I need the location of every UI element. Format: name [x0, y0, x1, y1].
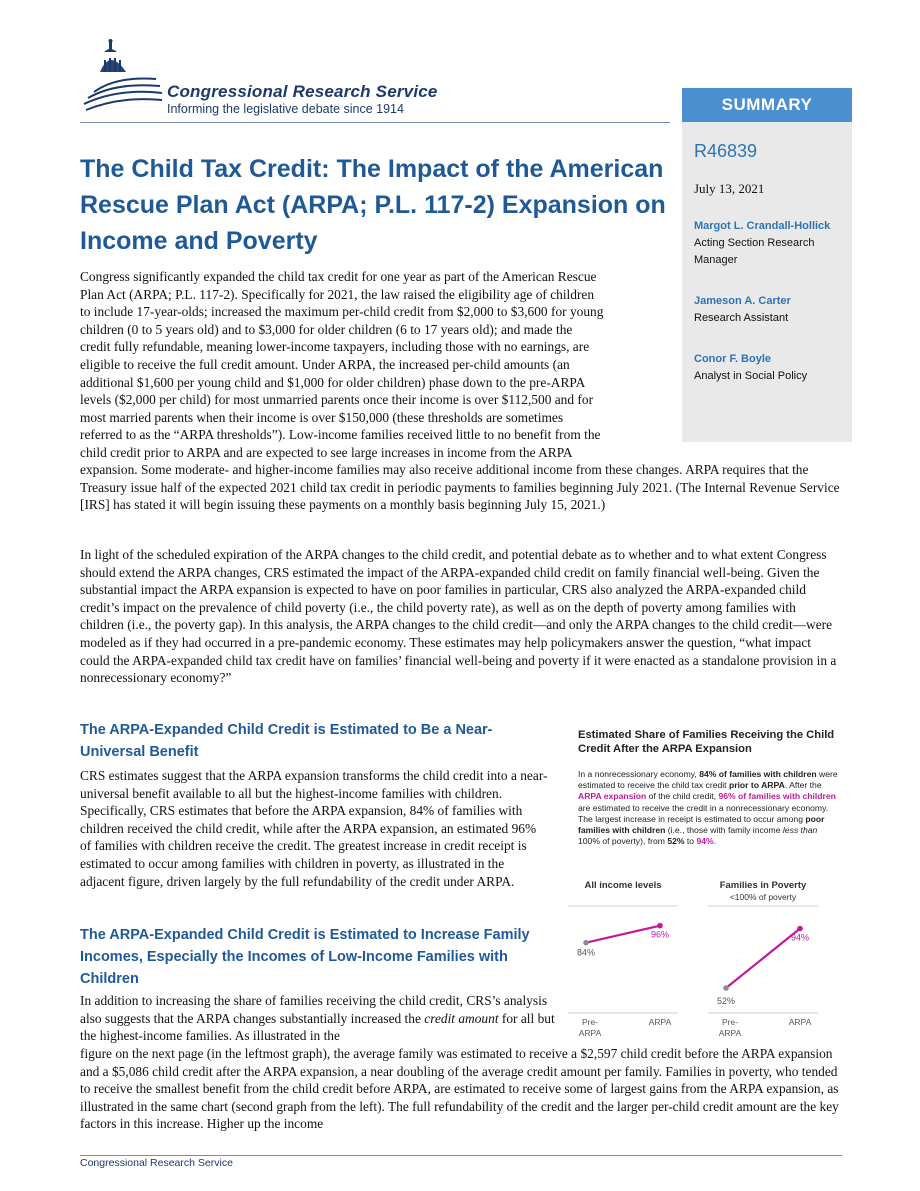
desc-run: . After the: [784, 780, 822, 791]
summary-paragraph-1: [80, 268, 680, 462]
desc-bold: 84% of families with children: [699, 769, 817, 779]
author-name: Conor F. Boyle: [694, 353, 772, 365]
text-line: levels ($2,000 per child) for most unmarried parents once their income is over $112,500 and for: [80, 392, 594, 408]
text-line: to include 17-year-olds; increased the maximum per-child credit from $2,000 to $3,600 for young: [80, 304, 604, 320]
text-run: In addition to increasing the share of families receiving the child credit, CRS’s analysis also suggests that the ARPA changes substantially increased the: [80, 993, 548, 1026]
section-heading-2: The ARPA-Expanded Child Credit is Estimated to Increase Family Incomes, Especially the Incomes of Low-Income Families with Children: [80, 927, 530, 987]
desc-run: of the child credit,: [646, 791, 719, 802]
data-point-pre-arpa: [583, 940, 589, 946]
summary-label: SUMMARY: [682, 88, 852, 122]
data-label-arpa: 94%: [790, 932, 810, 943]
desc-italic: less than: [782, 825, 818, 836]
author-name: Jameson A. Carter: [694, 295, 791, 307]
report-number: R46839: [694, 141, 758, 161]
x-tick-label-arpa: ARPA: [648, 1017, 672, 1027]
text-line: eligible to receive the full credit amount. Under ARPA, the increased per-child amounts (an: [80, 356, 570, 372]
org-tagline: Informing the legislative debate since 1914: [167, 102, 404, 116]
data-label-arpa: 96%: [650, 929, 670, 940]
author-title: Analyst in Social Policy: [694, 370, 808, 382]
desc-bold: 52%: [667, 836, 685, 847]
sidebar: [682, 122, 852, 442]
summary-paragraph-1-cont: expansion. Some moderate- and higher-income families may also receive additional income from these changes. ARPA requires that the Treasury issue half of the expected 2021 child tax credit in periodic payments to families beginning July 2021. (The Internal Revenue Service [IRS] has stated it will begin issuing these payments on a monthly basis beginning July 15, 2021.): [80, 462, 840, 513]
figure-title: Estimated Share of Families Receiving the Child Credit After the ARPA Expansion: [578, 729, 835, 755]
header-divider: [80, 122, 670, 123]
author-1: [694, 218, 844, 269]
x-tick-label-pre: Pre-: [581, 1017, 599, 1027]
section-2-paragraph-cont: figure on the next page (in the leftmost graph), the average family was estimated to receive a $2,597 child credit before the ARPA expansion and a $5,086 child credit after the ARPA expansion, a near doubling of the average credit amount per family. Families in poverty, who tended to receive the smallest benefit from the child credit before ARPA, are estimated to receive some of largest gains from the ARPA expansion, as illustrated in the same chart (second graph from the left). The full refundability of the credit and the larger per-child credit amount are the key factors in this increase. Higher up the income: [80, 1046, 839, 1132]
summary-paragraph-2: In light of the scheduled expiration of the ARPA changes to the child credit, and potential debate as to whether and to what extent Congress should extend the ARPA changes, CRS estimated the impact of the ARPA-expanded child credit on family financial well-being. Given the substantial impact the ARPA expansion is expected to have on poor families in particular, CRS also analyzed the ARPA-expanded child credit’s impact on the prevalence of child poverty (i.e., the child poverty rate), as well as on the depth of poverty among families with children (i.e., the poverty gap). In this analysis, the ARPA changes to the child credit—and only the ARPA changes to the child credit—were modeled as if they had occurred in a pre-pandemic economy. These estimates may help policymakers answer the question, “what impact could the ARPA-expanded child tax credit have on families’ financial well-being and poverty if it were enacted as a standalone provision in a nonrecessionary economy?”: [80, 547, 837, 686]
section-2-paragraph: [80, 992, 570, 1045]
panel-subtitle: <100% of poverty: [729, 892, 797, 902]
panel-title: All income levels: [584, 880, 662, 891]
text-run: for all but the highest-income families. As illustrated in the: [80, 1010, 555, 1044]
italic-term: credit amount: [424, 1010, 499, 1026]
data-point-arpa: [657, 923, 663, 929]
x-tick-label-pre-cont: ARPA: [578, 1028, 602, 1038]
x-tick-label-pre-cont: ARPA: [718, 1028, 742, 1038]
data-point-arpa: [797, 926, 803, 932]
desc-bold: poor families with children: [578, 813, 825, 836]
footer-divider: [80, 1155, 842, 1156]
text-line: children (0 to 5 years old) and to $3,000 for older children (6 to 17 years old); and made the: [80, 321, 573, 337]
desc-run: to: [684, 836, 697, 847]
author-3: [694, 351, 844, 385]
desc-highlight: 96% of families with children: [718, 791, 836, 802]
desc-run: 100% of poverty), from: [578, 836, 668, 847]
desc-highlight: ARPA expansion: [578, 791, 647, 802]
desc-run: were estimated to receive the child tax credit: [578, 769, 838, 791]
author-name: Margot L. Crandall-Hollick: [694, 220, 831, 232]
footer-org: Congressional Research Service: [80, 1157, 233, 1169]
data-label-pre-arpa: 84%: [576, 947, 596, 958]
text-line: child credit prior to ARPA and are expected to see large increases in income from the ARPA: [80, 444, 573, 460]
org-name: Congressional Research Service: [167, 82, 438, 101]
desc-run: In a nonrecessionary economy,: [578, 769, 700, 779]
desc-run: .: [713, 836, 717, 847]
author-title: Acting Section Research Manager: [694, 237, 815, 266]
desc-highlight: 94%: [696, 836, 714, 847]
series-line: [586, 926, 660, 943]
desc-bold: prior to ARPA: [728, 780, 785, 791]
data-point-pre-arpa: [723, 985, 729, 991]
text-line: Plan Act (ARPA; P.L. 117-2). Specifically for 2021, the law raised the eligibility age of children: [80, 286, 595, 302]
text-line: Congress significantly expanded the child tax credit for one year as part of the American Rescue: [80, 269, 597, 284]
author-2: [694, 293, 844, 327]
desc-run: (i.e., those with family income: [665, 825, 783, 836]
figure-description: [578, 769, 838, 847]
text-line: most married parents when their income is over $150,000 (these thresholds are sometimes: [80, 409, 564, 425]
capitol-dome-icon: [80, 38, 170, 118]
text-line: additional $1,600 per young child and $1,000 for older children) phase down to the pre-ARPA: [80, 374, 586, 390]
section-heading-1: The ARPA-Expanded Child Credit is Estimated to Be a Near-Universal Benefit: [80, 722, 493, 760]
desc-run: are estimated to receive the credit in a nonrecessionary economy. The largest increase in receipt is estimated to occur among: [578, 802, 829, 824]
series-line: [726, 929, 800, 989]
text-line: referred to as the “ARPA thresholds”). Low-income families received little to no benefit from the: [80, 427, 601, 443]
x-tick-label-pre: Pre-: [721, 1017, 739, 1027]
report-title: The Child Tax Credit: The Impact of the American Rescue Plan Act (ARPA; P.L. 117-2) Expansion on Income and Poverty: [80, 155, 666, 255]
share-of-families-chart: [560, 870, 840, 1038]
section-1-paragraph: CRS estimates suggest that the ARPA expansion transforms the child credit into a near-universal benefit available to all but the highest-income families with children. Specifically, CRS estimates that before the ARPA expansion, 84% of families with children received the child credit, while after the ARPA expansion, an estimated 96% of families with children receive the credit. The greatest increase in credit receipt is estimated to occur among families with children in poverty, as illustrated in the adjacent figure, driven largely by the full refundability of the credit under ARPA.: [80, 768, 548, 889]
text-line: credit fully refundable, meaning lower-income taxpayers, including those with no earnings, are: [80, 339, 590, 355]
author-title: Research Assistant: [694, 312, 789, 324]
data-label-pre-arpa: 52%: [716, 996, 736, 1006]
report-date: July 13, 2021: [694, 181, 765, 196]
panel-title: Families in Poverty: [719, 880, 807, 891]
x-tick-label-arpa: ARPA: [788, 1017, 812, 1027]
